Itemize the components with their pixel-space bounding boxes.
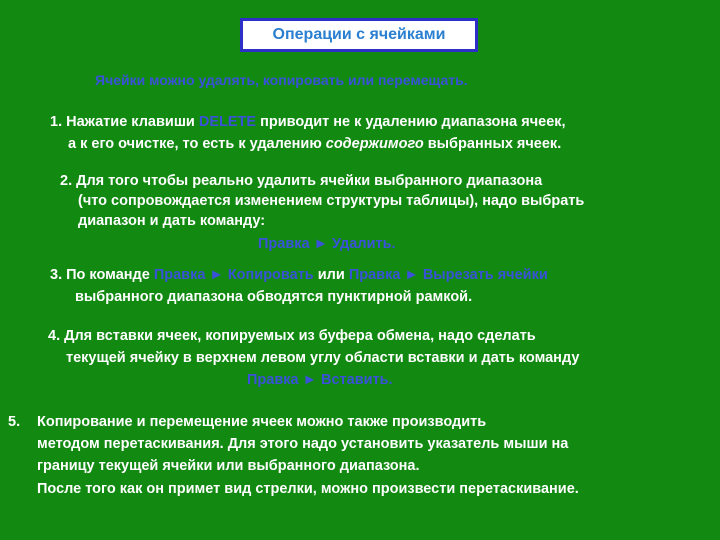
para-1-text: приводит не к удалению диапазона ячеек, <box>256 114 566 130</box>
para-2-line-3: диапазон и дать команду: <box>78 213 266 229</box>
para-1-text: выбранных ячеек. <box>423 136 562 152</box>
para-4-line-2: текущей ячейку в верхнем левом углу области вставки и дать команду <box>66 350 580 366</box>
para-5-number: 5. <box>8 414 21 430</box>
delete-key-label: DELETE <box>198 114 257 130</box>
para-3-text: 3. По команде <box>50 267 154 283</box>
para-2-line-2: (что сопровождается изменением структуры таблицы), надо выбрать <box>78 193 585 209</box>
para-3-text: или <box>313 267 349 283</box>
para-5-line-3: границу текущей ячейки или выбранного диапазона. <box>37 458 420 474</box>
command-cut: Правка ► Вырезать ячейки <box>348 267 548 283</box>
command-paste: Правка ► Вставить. <box>247 372 393 388</box>
page-title-box <box>240 18 478 52</box>
para-2-line-1: 2. Для того чтобы реально удалить ячейки выбранного диапазона <box>60 173 543 189</box>
para-5-line-2: методом перетаскивания. Для этого надо установить указатель мыши на <box>37 436 569 452</box>
page-title: Операции с ячейками <box>272 26 446 43</box>
para-5-line-4: После того как он примет вид стрелки, можно произвести перетаскивание. <box>37 481 579 497</box>
emphasis-text: содержимого <box>325 136 424 152</box>
para-1-text: 1. Нажатие клавиши <box>50 114 199 130</box>
para-3-line-1 <box>50 265 548 285</box>
para-1-line-2 <box>68 134 561 154</box>
command-copy: Правка ► Копировать <box>153 267 314 283</box>
subtitle: Ячейки можно удалять, копировать или перемещать. <box>95 72 468 88</box>
command-delete: Правка ► Удалить. <box>258 236 396 252</box>
para-4-line-1: 4. Для вставки ячеек, копируемых из буфера обмена, надо сделать <box>48 328 536 344</box>
para-1-text: а к его очистке, то есть к удалению <box>68 136 326 152</box>
para-1-line-1 <box>50 112 566 132</box>
para-5-line-1: Копирование и перемещение ячеек можно также производить <box>37 414 487 430</box>
para-3-line-2: выбранного диапазона обводятся пунктирной рамкой. <box>75 289 473 305</box>
